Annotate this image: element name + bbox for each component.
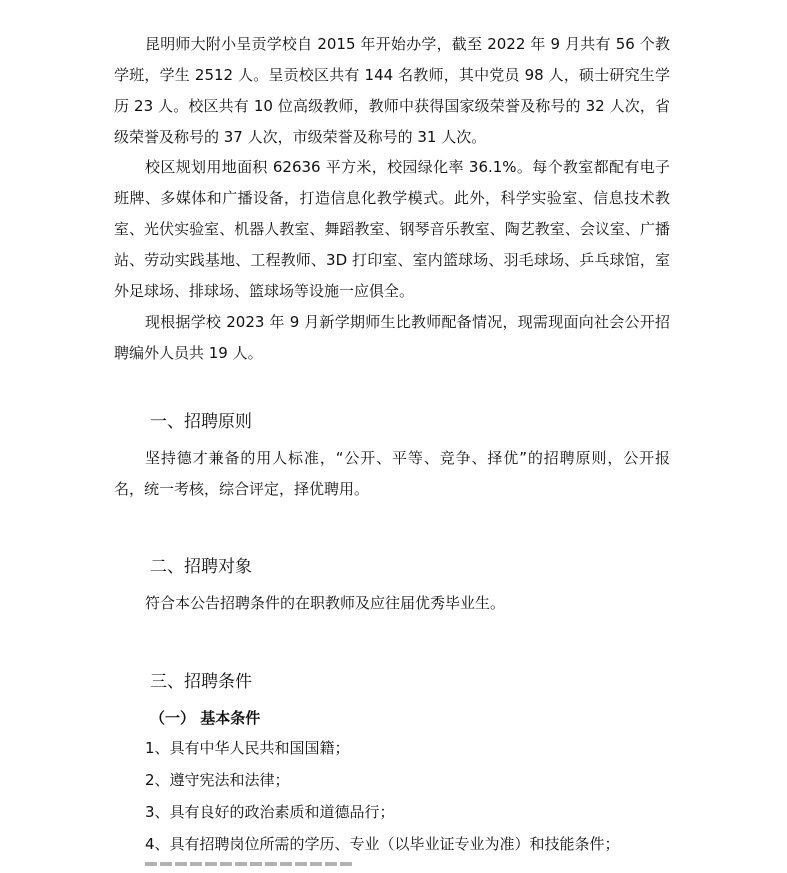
clipped-next-line: [145, 862, 355, 866]
section-body-principles: 坚持德才兼备的用人标准，“公开、平等、竞争、择优”的招聘原则，公开报名，统一考核，综合评定，择优聘用。: [114, 449, 670, 498]
condition-item: 3、具有良好的政治素质和道德品行；: [145, 803, 395, 821]
section-heading-targets: 二、招聘对象: [150, 557, 252, 577]
condition-item: 4、具有招聘岗位所需的学历、专业（以毕业证专业为准）和技能条件；: [145, 835, 620, 853]
condition-item: 2、遵守宪法和法律；: [145, 771, 290, 789]
section-heading-principles: 一、招聘原则: [150, 412, 252, 432]
section-body-targets: 符合本公告招聘条件的在职教师及应往届优秀毕业生。: [145, 594, 506, 612]
section-heading-conditions: 三、招聘条件: [150, 672, 252, 692]
intro-paragraph-facilities: 校区规划用地面积 62636 平方米，校园绿化率 36.1%。每个教室都配有电子班牌、多媒体和广播设备，打造信息化教学模式。此外，科学实验室、信息技术教室、光伏实验室、机器人教室、舞蹈教室、钢琴音乐教室、陶艺教室、会议室、广播站、劳动实践基地、工程教师、3D 打印室、室内篮球场、羽毛球场、乒乓球馆，室外足球场、排球场、篮球场等设施一应俱全。: [114, 158, 670, 300]
subsection-heading-basic-conditions: （一） 基本条件: [150, 709, 261, 727]
intro-paragraph-school-overview: 昆明师大附小呈贡学校自 2015 年开始办学，截至 2022 年 9 月共有 56 个教学班，学生 2512 人。呈贡校区共有 144 名教师，其中党员 98 人，硕士研究生学历 23 人。校区共有 10 位高级教师，教师中获得国家级荣誉及称号的 32 人次，省级荣誉及称号的 37 人次，市级荣誉及称号的 31 人次。: [114, 35, 670, 146]
condition-item: 1、具有中华人民共和国国籍；: [145, 739, 350, 757]
intro-paragraph-recruitment-count: 现根据学校 2023 年 9 月新学期师生比教师配备情况，现需现面向社会公开招聘编外人员共 19 人。: [114, 313, 670, 362]
